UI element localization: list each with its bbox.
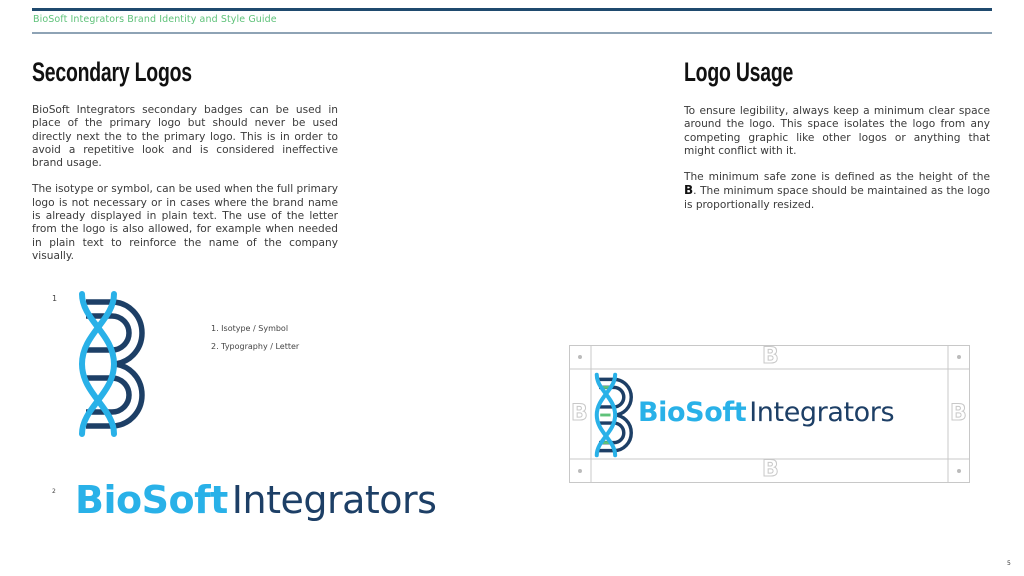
section-title-secondary-logos: Secondary Logos [32,57,192,87]
primary-logo-isotype-icon [591,370,637,460]
page-number: 5 [1007,560,1011,567]
header-bottom-rule [32,32,992,34]
secondary-logos-description [32,104,338,276]
wordmark-light: Integrators [749,397,895,428]
typography-wordmark [75,478,436,522]
legend-item-typography: 2. Typography / Letter [211,342,300,351]
section-title-logo-usage: Logo Usage [684,57,794,87]
wordmark-light: Integrators [231,478,437,522]
legend-item-isotype: 1. Isotype / Symbol [211,324,289,333]
figure-legend [211,320,299,356]
figure-number-2: 2 [52,488,56,495]
safe-zone-marker-left: B [571,401,588,426]
safe-zone-marker-right: B [950,401,967,426]
safe-zone-marker-bottom: B [762,457,779,482]
wordmark-bold: BioSoft [638,397,747,428]
paragraph-1: To ensure legibility, always keep a minimum clear space around the logo. This space isolates the logo from any competing graphic like other logos or anything that might conflict with it. [684,105,990,157]
document-header-title: BioSoft Integrators Brand Identity and Style Guide [33,14,277,25]
primary-logo-wordmark [638,397,894,428]
paragraph-2: The minimum safe zone is defined as the height of the B. The minimum space should be maintained as the logo is proportionally resized. [684,171,990,211]
safe-zone-diagram [569,345,970,483]
logo-usage-description [684,105,990,225]
wordmark-bold: BioSoft [75,478,228,522]
paragraph-1: BioSoft Integrators secondary badges can be used in place of the primary logo but should never be used directly next the to the primary logo. This is in order to avoid a repetitive look and is considered ineffective brand usage. [32,104,338,170]
figure-number-1: 1 [52,294,58,303]
header-top-rule [32,8,992,11]
paragraph-2: The isotype or symbol, can be used when the full primary logo is not necessary or in cases where the brand name is already displayed in plain text. The use of the letter from the logo is also allowed, for example when needed in plain text to reinforce the name of the company visually. [32,183,338,262]
safe-zone-marker-top: B [762,344,779,369]
safe-zone-letter: B [684,183,694,198]
isotype-symbol-icon [72,290,152,438]
